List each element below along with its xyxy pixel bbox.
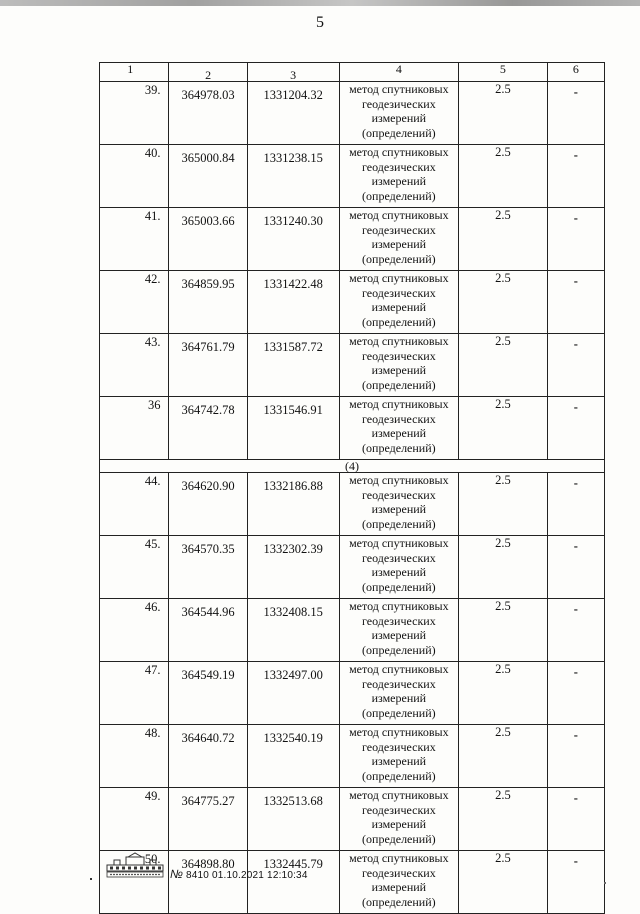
note-cell — [547, 473, 604, 536]
method-cell — [339, 271, 458, 334]
method-line: (определений) — [362, 188, 436, 203]
table-body-part-b — [100, 473, 605, 914]
method-line: метод спутниковых — [349, 788, 449, 802]
table-row — [100, 145, 605, 208]
coord-y: 1331546.91 — [247, 397, 339, 460]
method-line: измерений — [371, 426, 427, 440]
method-line: геодезических — [361, 802, 436, 817]
method-line: измерений — [371, 817, 427, 831]
note-cell — [547, 334, 604, 397]
coord-y: 1332445.79 — [247, 851, 339, 914]
method-line: измерений — [371, 754, 427, 768]
page-number: 5 — [316, 14, 324, 31]
accuracy-value: 2.5 — [459, 208, 548, 271]
note-cell — [547, 82, 604, 145]
coord-x: 364761.79 — [169, 334, 247, 397]
signature-mark: № — [170, 867, 183, 881]
point-number: 50. — [100, 851, 169, 914]
point-number: 36 — [100, 397, 169, 460]
method-line: метод спутниковых — [349, 536, 449, 550]
coord-y: 1332408.15 — [247, 599, 339, 662]
method-line: геодезических — [361, 739, 436, 754]
method-line: метод спутниковых — [349, 662, 449, 676]
method-line: (определений) — [362, 125, 436, 140]
method-cell — [339, 473, 458, 536]
point-number: 44. — [100, 473, 169, 536]
point-number: 43. — [100, 334, 169, 397]
point-number: 39. — [100, 82, 169, 145]
method-line: (определений) — [362, 642, 436, 657]
method-cell — [339, 725, 458, 788]
method-line: геодезических — [361, 613, 436, 628]
note-cell — [547, 208, 604, 271]
table-row — [100, 208, 605, 271]
note-dash: - — [573, 602, 578, 616]
method-line: геодезических — [361, 96, 436, 111]
table-header — [100, 63, 605, 82]
coord-x: 365003.66 — [169, 208, 247, 271]
government-seal-icon — [106, 852, 164, 878]
method-cell — [339, 334, 458, 397]
accuracy-value: 2.5 — [459, 599, 548, 662]
method-line: (определений) — [362, 705, 436, 720]
coord-y: 1332513.68 — [247, 788, 339, 851]
method-line: измерений — [371, 565, 427, 579]
method-cell — [339, 82, 458, 145]
method-line: геодезических — [361, 222, 436, 237]
method-line: метод спутниковых — [349, 473, 449, 487]
scan-speck — [90, 878, 92, 880]
accuracy-value: 2.5 — [459, 851, 548, 914]
accuracy-value: 2.5 — [459, 473, 548, 536]
point-number: 41. — [100, 208, 169, 271]
method-line: геодезических — [361, 676, 436, 691]
method-line: измерений — [371, 363, 427, 377]
point-number: 46. — [100, 599, 169, 662]
method-cell — [339, 208, 458, 271]
note-dash: - — [573, 539, 578, 553]
coord-x: 364620.90 — [169, 473, 247, 536]
coord-x: 364859.95 — [169, 271, 247, 334]
method-line: геодезических — [361, 550, 436, 565]
note-cell — [547, 145, 604, 208]
point-number: 48. — [100, 725, 169, 788]
accuracy-value: 2.5 — [459, 82, 548, 145]
accuracy-value: 2.5 — [459, 271, 548, 334]
method-line: (определений) — [362, 579, 436, 594]
method-line: геодезических — [361, 348, 436, 363]
coord-x: 364549.19 — [169, 662, 247, 725]
header-col-6: 6 — [547, 63, 604, 82]
table-row — [100, 788, 605, 851]
section-row — [100, 460, 605, 473]
coord-x: 364570.35 — [169, 536, 247, 599]
coord-x: 364775.27 — [169, 788, 247, 851]
method-line: измерений — [371, 880, 427, 894]
accuracy-value: 2.5 — [459, 334, 548, 397]
method-line: (определений) — [362, 440, 436, 455]
note-dash: - — [573, 148, 578, 162]
coord-x: 364544.96 — [169, 599, 247, 662]
table-row — [100, 397, 605, 460]
point-number: 49. — [100, 788, 169, 851]
accuracy-value: 2.5 — [459, 662, 548, 725]
point-number: 42. — [100, 271, 169, 334]
coord-y: 1331204.32 — [247, 82, 339, 145]
note-dash: - — [573, 476, 578, 490]
section-divider — [100, 460, 605, 473]
note-dash: - — [573, 85, 578, 99]
method-line: геодезических — [361, 865, 436, 880]
method-line: (определений) — [362, 251, 436, 266]
note-cell — [547, 725, 604, 788]
coord-y: 1332497.00 — [247, 662, 339, 725]
coord-x: 364898.80 — [169, 851, 247, 914]
method-cell — [339, 788, 458, 851]
coord-y: 1331422.48 — [247, 271, 339, 334]
method-line: метод спутниковых — [349, 82, 449, 96]
note-dash: - — [573, 211, 578, 225]
coord-y: 1332302.39 — [247, 536, 339, 599]
method-line: метод спутниковых — [349, 599, 449, 613]
method-line: геодезических — [361, 487, 436, 502]
coordinates-table — [99, 62, 605, 914]
note-cell — [547, 599, 604, 662]
scan-edge — [0, 0, 640, 6]
method-cell — [339, 662, 458, 725]
coord-x: 364742.78 — [169, 397, 247, 460]
note-cell — [547, 536, 604, 599]
header-col-1: 1 — [100, 63, 169, 82]
table-row — [100, 662, 605, 725]
method-line: метод спутниковых — [349, 271, 449, 285]
table-row — [100, 725, 605, 788]
coord-y: 1332186.88 — [247, 473, 339, 536]
method-line: измерений — [371, 111, 427, 125]
table-row — [100, 473, 605, 536]
accuracy-value: 2.5 — [459, 536, 548, 599]
accuracy-value: 2.5 — [459, 788, 548, 851]
coord-x: 364640.72 — [169, 725, 247, 788]
coord-y: 1331238.15 — [247, 145, 339, 208]
method-line: измерений — [371, 237, 427, 251]
coord-y: 1331587.72 — [247, 334, 339, 397]
point-number: 45. — [100, 536, 169, 599]
coord-y: 1331240.30 — [247, 208, 339, 271]
method-line: метод спутниковых — [349, 397, 449, 411]
table-row — [100, 271, 605, 334]
method-cell — [339, 599, 458, 662]
coord-y: 1332540.19 — [247, 725, 339, 788]
table-row — [100, 334, 605, 397]
method-line: геодезических — [361, 285, 436, 300]
scan-speck — [604, 882, 606, 884]
note-dash: - — [573, 337, 578, 351]
coord-x: 365000.84 — [169, 145, 247, 208]
method-cell — [339, 397, 458, 460]
header-col-3: 3 — [247, 63, 339, 82]
method-line: (определений) — [362, 377, 436, 392]
method-line: измерений — [371, 628, 427, 642]
note-cell — [547, 788, 604, 851]
method-cell — [339, 145, 458, 208]
method-line: измерений — [371, 174, 427, 188]
method-cell — [339, 536, 458, 599]
header-col-5: 5 — [459, 63, 548, 82]
method-line: (определений) — [362, 314, 436, 329]
method-line: измерений — [371, 502, 427, 516]
note-dash: - — [573, 854, 578, 868]
table-body-part-a — [100, 82, 605, 460]
header-col-4: 4 — [339, 63, 458, 82]
method-line: (определений) — [362, 516, 436, 531]
note-cell — [547, 271, 604, 334]
note-cell — [547, 662, 604, 725]
table-row — [100, 599, 605, 662]
note-dash: - — [573, 665, 578, 679]
registration-stamp: 8410 01.10.2021 12:10:34 — [186, 870, 308, 881]
accuracy-value: 2.5 — [459, 397, 548, 460]
coord-x: 364978.03 — [169, 82, 247, 145]
accuracy-value: 2.5 — [459, 145, 548, 208]
point-number: 40. — [100, 145, 169, 208]
footer — [0, 850, 640, 900]
method-line: (определений) — [362, 831, 436, 846]
note-dash: - — [573, 791, 578, 805]
method-line: измерений — [371, 691, 427, 705]
method-line: (определений) — [362, 768, 436, 783]
note-dash: - — [573, 400, 578, 414]
method-line: метод спутниковых — [349, 725, 449, 739]
note-cell — [547, 397, 604, 460]
table-row — [100, 536, 605, 599]
method-line: (определений) — [362, 894, 436, 909]
method-line: измерений — [371, 300, 427, 314]
section-label: (4) — [100, 460, 605, 473]
method-line: метод спутниковых — [349, 334, 449, 348]
method-line: метод спутниковых — [349, 851, 449, 865]
header-row — [100, 63, 605, 82]
method-line: геодезических — [361, 411, 436, 426]
note-dash: - — [573, 728, 578, 742]
method-line: метод спутниковых — [349, 145, 449, 159]
point-number: 47. — [100, 662, 169, 725]
method-line: геодезических — [361, 159, 436, 174]
method-line: метод спутниковых — [349, 208, 449, 222]
table-row — [100, 82, 605, 145]
accuracy-value: 2.5 — [459, 725, 548, 788]
note-dash: - — [573, 274, 578, 288]
header-col-2: 2 — [169, 63, 247, 82]
